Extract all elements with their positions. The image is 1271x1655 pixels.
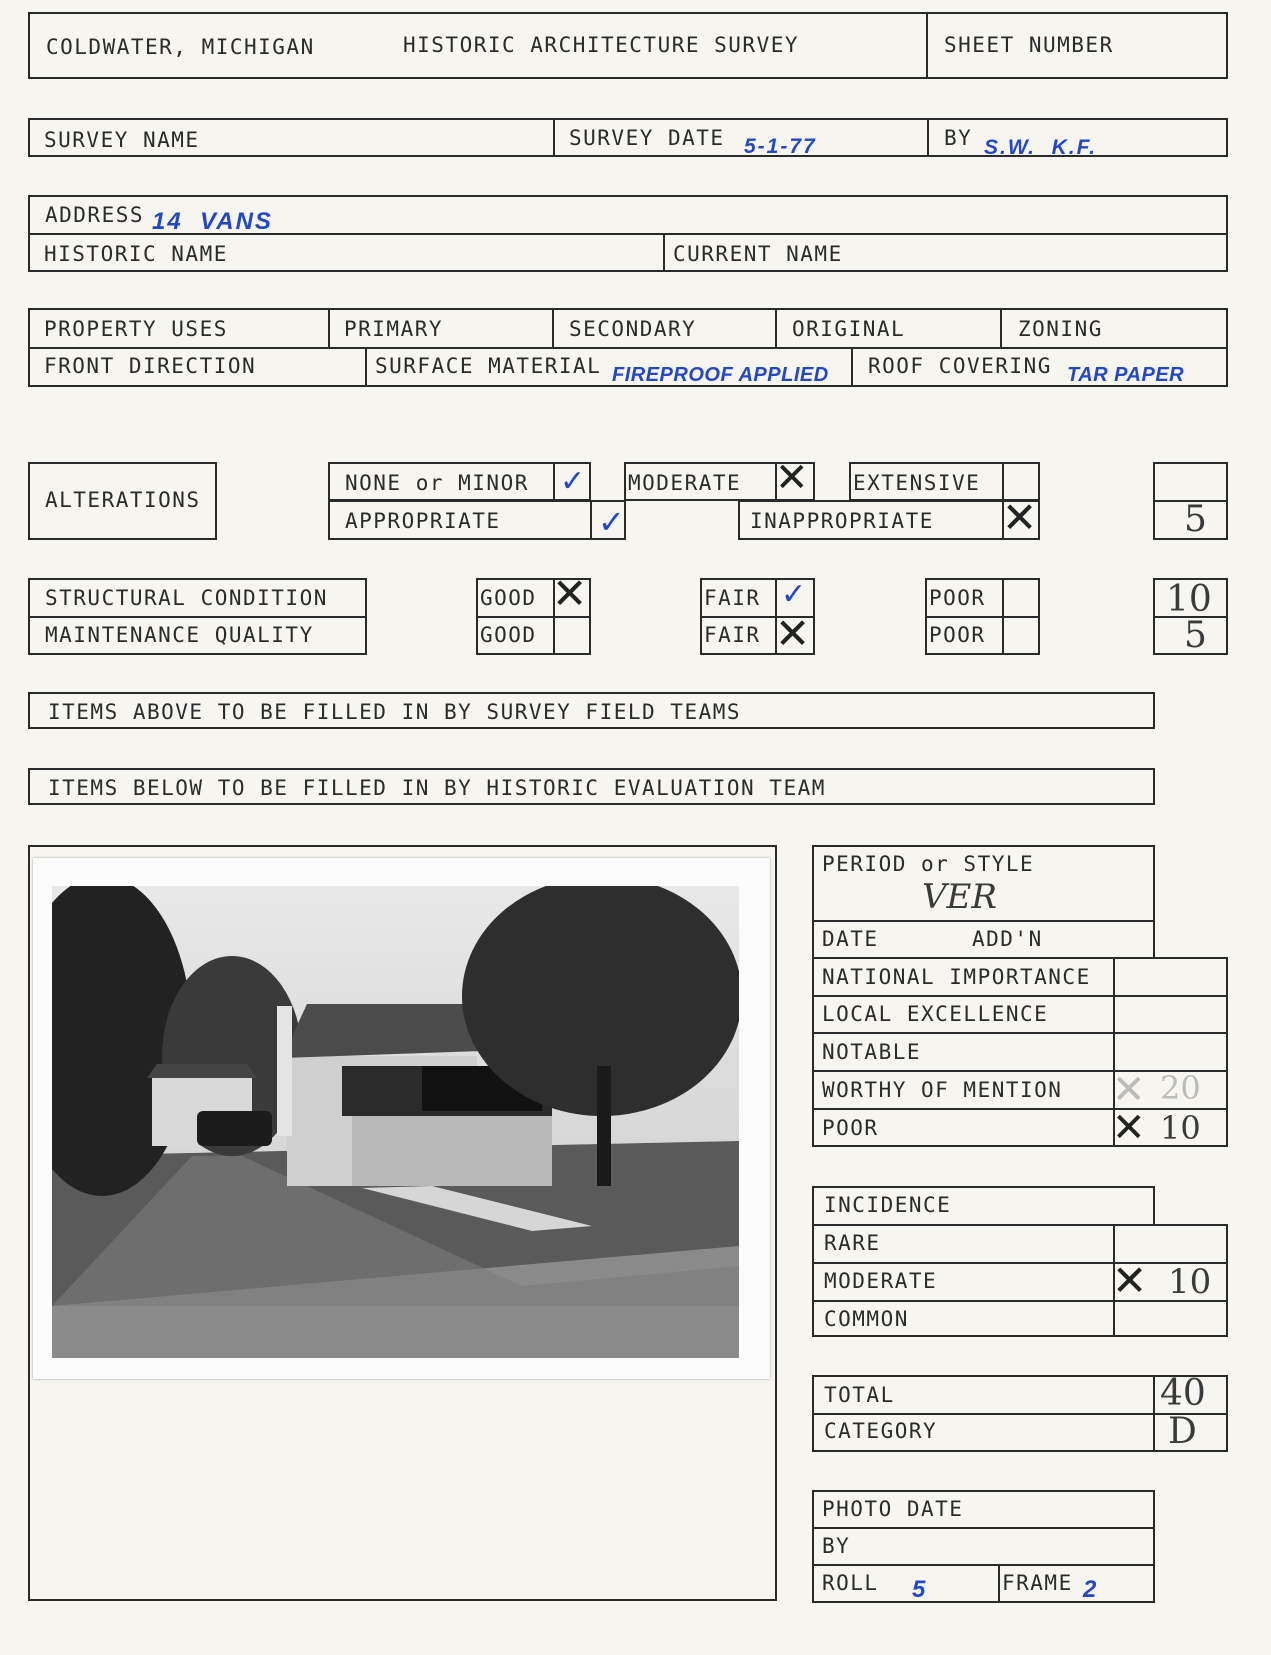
- alterations-label: ALTERATIONS: [45, 488, 201, 512]
- eval-poor-score: 10: [1160, 1109, 1201, 1147]
- roll-value: 5: [912, 1576, 928, 1603]
- notable-label: NOTABLE: [822, 1040, 922, 1064]
- original-label: ORIGINAL: [792, 317, 906, 341]
- zoning-label: ZONING: [1018, 317, 1103, 341]
- structural-condition-label: STRUCTURAL CONDITION: [45, 586, 328, 610]
- structural-fair-check: ✓: [781, 578, 807, 611]
- frame-value: 2: [1083, 1576, 1099, 1603]
- items-below-note: ITEMS BELOW TO BE FILLED IN BY HISTORIC EVALUATION TEAM: [48, 776, 826, 800]
- incidence-label: INCIDENCE: [824, 1193, 952, 1217]
- local-excellence-label: LOCAL EXCELLENCE: [822, 1002, 1049, 1026]
- prop-div-5: [365, 347, 367, 387]
- inc-line-2: [812, 1300, 1228, 1302]
- property-divider: [28, 347, 1228, 349]
- by-value: S.W. K.F.: [984, 136, 1097, 159]
- total-label: TOTAL: [824, 1383, 895, 1407]
- front-direction-label: FRONT DIRECTION: [44, 354, 257, 378]
- alt-none-check-div: [553, 462, 555, 501]
- prop-div-6: [851, 347, 853, 387]
- header-divider: [926, 12, 928, 79]
- surface-material-label: SURFACE MATERIAL: [375, 354, 602, 378]
- items-above-note: ITEMS ABOVE TO BE FILLED IN BY SURVEY FIELD TEAMS: [48, 700, 742, 724]
- inc-line-1: [812, 1262, 1228, 1264]
- totals-vdiv: [1153, 1375, 1155, 1452]
- photo-by-label: BY: [822, 1534, 851, 1558]
- maintenance-quality-label: MAINTENANCE QUALITY: [45, 623, 314, 647]
- rare-label: RARE: [824, 1231, 881, 1255]
- national-importance-label: NATIONAL IMPORTANCE: [822, 965, 1091, 989]
- alt-inappropriate-label: INAPPROPRIATE: [750, 509, 934, 533]
- eval-poor-cross: ✕: [1112, 1106, 1146, 1150]
- prop-div-1: [328, 308, 330, 348]
- structural-fair-label: FAIR: [704, 586, 761, 610]
- worthy-cross: ✕: [1112, 1068, 1146, 1112]
- maintenance-fair-label: FAIR: [704, 623, 761, 647]
- alt-none-label: NONE or MINOR: [345, 471, 529, 495]
- address-label: ADDRESS: [45, 203, 145, 227]
- eval-poor-label: POOR: [822, 1116, 879, 1140]
- prop-div-2: [552, 308, 554, 348]
- surface-material-value: FIREPROOF APPLIED: [612, 364, 829, 386]
- imp-line-2: [812, 1032, 1228, 1034]
- category-label: CATEGORY: [824, 1419, 938, 1443]
- photo-info-line-2: [812, 1564, 1155, 1566]
- alt-none-check: ✓: [560, 465, 586, 498]
- structural-good-label: GOOD: [480, 586, 537, 610]
- maintenance-poor-label: POOR: [929, 623, 986, 647]
- structural-good-cross: ✕: [552, 570, 588, 617]
- worthy-of-mention-label: WORTHY OF MENTION: [822, 1078, 1063, 1102]
- secondary-label: SECONDARY: [569, 317, 697, 341]
- alt-score: 5: [1184, 499, 1207, 540]
- current-name-label: CURRENT NAME: [673, 242, 843, 266]
- roof-covering-label: ROOF COVERING: [868, 354, 1052, 378]
- historic-name-label: HISTORIC NAME: [44, 242, 228, 266]
- prop-div-4: [1000, 308, 1002, 348]
- total-value: 40: [1160, 1373, 1206, 1414]
- alt-appropriate-check: ✓: [598, 504, 625, 540]
- incidence-moderate-label: MODERATE: [824, 1269, 938, 1293]
- roll-frame-div: [998, 1564, 1000, 1603]
- city-label: COLDWATER, MICHIGAN: [46, 35, 315, 59]
- survey-divider-1: [553, 118, 555, 157]
- period-style-label: PERIOD or STYLE: [822, 852, 1035, 876]
- photo-info-line-1: [812, 1527, 1155, 1529]
- structural-score: 10: [1166, 579, 1212, 620]
- alt-extensive-label: EXTENSIVE: [853, 471, 981, 495]
- imp-line-1: [812, 995, 1228, 997]
- structural-poor-label: POOR: [929, 586, 986, 610]
- period-divider: [812, 920, 1155, 922]
- house-photograph: [52, 886, 739, 1358]
- name-divider: [663, 233, 665, 272]
- frame-label: FRAME: [1002, 1571, 1073, 1595]
- survey-name-label: SURVEY NAME: [44, 128, 200, 152]
- maintenance-good-label: GOOD: [480, 623, 537, 647]
- category-value: D: [1168, 1411, 1197, 1452]
- alt-moderate-label: MODERATE: [628, 471, 742, 495]
- prop-div-3: [775, 308, 777, 348]
- incidence-score: 10: [1168, 1262, 1212, 1302]
- address-value: 14 VANS: [152, 208, 273, 235]
- incidence-moderate-cross: ✕: [1112, 1257, 1148, 1304]
- roll-label: ROLL: [822, 1571, 879, 1595]
- by-label: BY: [944, 126, 973, 150]
- addn-label: ADD'N: [972, 927, 1043, 951]
- survey-divider-2: [927, 118, 929, 157]
- survey-date-label: SURVEY DATE: [569, 126, 725, 150]
- sheet-number-label: SHEET NUMBER: [944, 33, 1114, 57]
- poor-box-divider: [925, 616, 1040, 618]
- house-photograph-mount: [33, 858, 770, 1379]
- maintenance-fair-cross: ✕: [775, 610, 811, 657]
- primary-label: PRIMARY: [344, 317, 444, 341]
- alt-inappropriate-cross: ✕: [1002, 494, 1038, 541]
- condition-divider: [28, 616, 367, 618]
- date-label: DATE: [822, 927, 879, 951]
- alt-appropriate-label: APPROPRIATE: [345, 509, 501, 533]
- maintenance-score: 5: [1184, 615, 1207, 656]
- poor-box-check-div: [1002, 578, 1004, 655]
- survey-title: HISTORIC ARCHITECTURE SURVEY: [403, 33, 800, 57]
- alt-moderate-cross: ✕: [775, 456, 809, 500]
- property-uses-label: PROPERTY USES: [44, 317, 228, 341]
- roof-covering-value: TAR PAPER: [1067, 364, 1185, 386]
- survey-date-value: 5-1-77: [744, 135, 817, 158]
- period-style-value: VER: [922, 877, 997, 917]
- alt-approp-check-div: [590, 500, 592, 540]
- common-label: COMMON: [824, 1307, 909, 1331]
- photo-date-label: PHOTO DATE: [822, 1497, 964, 1521]
- worthy-score: 20: [1160, 1069, 1201, 1107]
